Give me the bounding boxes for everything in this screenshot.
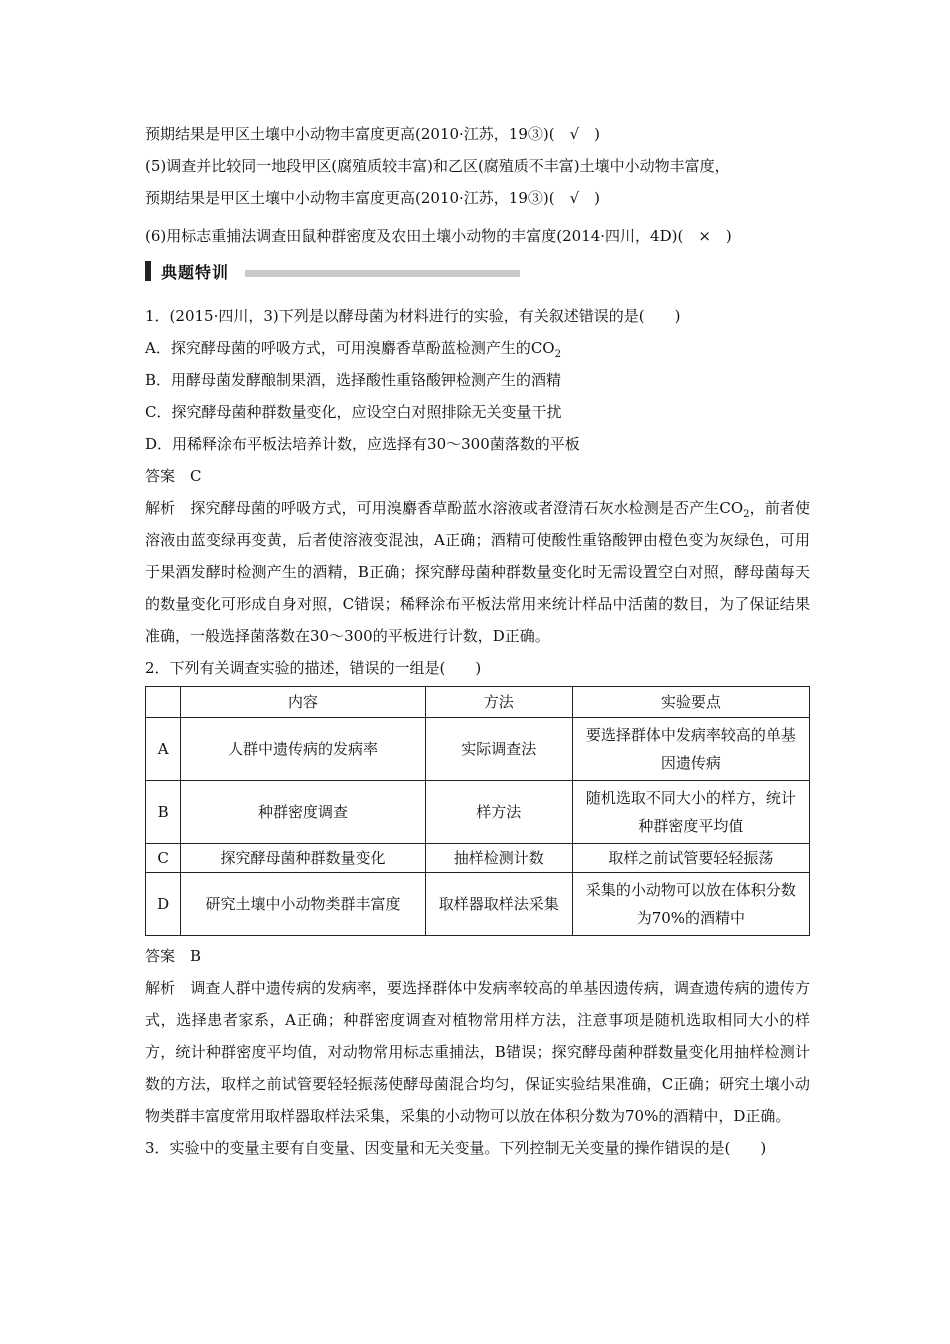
q2-answer: 答案 B: [145, 947, 202, 965]
q1-answer: 答案 C: [145, 467, 202, 485]
table-cell: 取样之前试管要轻轻振荡: [572, 844, 809, 873]
table-row: [146, 873, 810, 936]
table-header-cell: 内容: [181, 687, 425, 718]
intro-line-4: (6)用标志重捕法调查田鼠种群密度及农田土壤小动物的丰富度(2014·四川，4D)( × ): [145, 227, 732, 245]
table-cell: 采集的小动物可以放在体积分数为70%的酒精中: [572, 873, 809, 936]
table-cell: B: [146, 781, 181, 844]
table-cell: 要选择群体中发病率较高的单基因遗传病: [572, 718, 809, 781]
q1-option-c: C．探究酵母菌种群数量变化，应设空白对照排除无关变量干扰: [145, 403, 562, 421]
table-cell: C: [146, 844, 181, 873]
q3-stem: 3．实验中的变量主要有自变量、因变量和无关变量。下列控制无关变量的操作错误的是( ): [145, 1139, 767, 1157]
table-header-cell: [146, 687, 181, 718]
q1-option-a-text: A．探究酵母菌的呼吸方式，可用溴麝香草酚蓝检测产生的CO: [145, 339, 555, 357]
section-title: 典题特训: [161, 262, 230, 282]
table-row: [146, 781, 810, 844]
table-header-cell: 方法: [425, 687, 572, 718]
table-cell: 研究土壤中小动物类群丰富度: [181, 873, 425, 936]
q1-option-d: D．用稀释涂布平板法培养计数，应选择有30～300菌落数的平板: [145, 435, 580, 453]
intro-line-3: 预期结果是甲区土壤中小动物丰富度更高(2010·江苏，19③)( √ ): [145, 189, 600, 207]
intro-line-2: (5)调查并比较同一地段甲区(腐殖质较丰富)和乙区(腐殖质不丰富)土壤中小动物丰富度，: [145, 157, 730, 175]
q2-analysis: 解析 调查人群中遗传病的发病率，要选择群体中发病率较高的单基因遗传病，调查遗传病的遗传方式，选择患者家系，A正确；种群密度调查对植物常用样方法，注意事项是随机选取相同大小的样方，统计种群密度平均值，对动物常用标志重捕法，B错误；探究酵母菌种群数量变化用抽样检测计数的方法，取样之前试管要轻轻振荡使酵母菌混合均匀，保证实验结果准确，C正确；研究土壤小动物类群丰富度常用取样器取样法采集，采集的小动物可以放在体积分数为70%的酒精中，D正确。: [145, 979, 810, 1125]
q1-stem: 1．(2015·四川，3)下列是以酵母菌为材料进行的实验，有关叙述错误的是( ): [145, 307, 681, 325]
heading-bar-decoration: [145, 261, 151, 281]
table-header-cell: 实验要点: [572, 687, 809, 718]
table-cell: 抽样检测计数: [425, 844, 572, 873]
table-row: [146, 718, 810, 781]
table-cell: 随机选取不同大小的样方，统计种群密度平均值: [572, 781, 809, 844]
q1-option-a: [145, 332, 810, 364]
heading-rule-decoration: [245, 270, 520, 277]
q1-option-b: B．用酵母菌发酵酿制果酒，选择酸性重铬酸钾检测产生的酒精: [145, 371, 562, 389]
q1-analysis-pre: 解析 探究酵母菌的呼吸方式，可用溴麝香草酚蓝水溶液或者澄清石灰水检测是否产生CO: [145, 499, 744, 517]
table-cell: 实际调查法: [425, 718, 572, 781]
q1-analysis-post: ，前者使溶液由蓝变绿再变黄，后者使溶液变混浊，A正确；酒精可使酸性重铬酸钾由橙色变为灰绿色，可用于果酒发酵时检测产生的酒精，B正确；探究酵母菌种群数量变化时无需设置空白对照，酵母菌每天的数量变化可形成自身对照，C错误；稀释涂布平板法常用来统计样品中活菌的数目，为了保证结果准确，一般选择菌落数在30～300的平板进行计数，D正确。: [145, 499, 810, 645]
survey-table: [145, 686, 810, 936]
q1-option-a-subscript: 2: [554, 349, 561, 360]
table-cell: 探究酵母菌种群数量变化: [181, 844, 425, 873]
section-heading: [145, 254, 810, 288]
table-cell: 人群中遗传病的发病率: [181, 718, 425, 781]
table-cell: A: [146, 718, 181, 781]
document-page: [145, 118, 810, 1164]
q1-analysis-subscript: 2: [743, 509, 750, 520]
table-cell: 样方法: [425, 781, 572, 844]
table-header-row: [146, 687, 810, 718]
table-row: [146, 844, 810, 873]
intro-line-1: 预期结果是甲区土壤中小动物丰富度更高(2010·江苏，19③)( √ ): [145, 125, 600, 143]
q2-stem: 2．下列有关调查实验的描述，错误的一组是( ): [145, 659, 482, 677]
table-cell: 种群密度调查: [181, 781, 425, 844]
q1-analysis: [145, 492, 810, 652]
table-cell: D: [146, 873, 181, 936]
table-cell: 取样器取样法采集: [425, 873, 572, 936]
